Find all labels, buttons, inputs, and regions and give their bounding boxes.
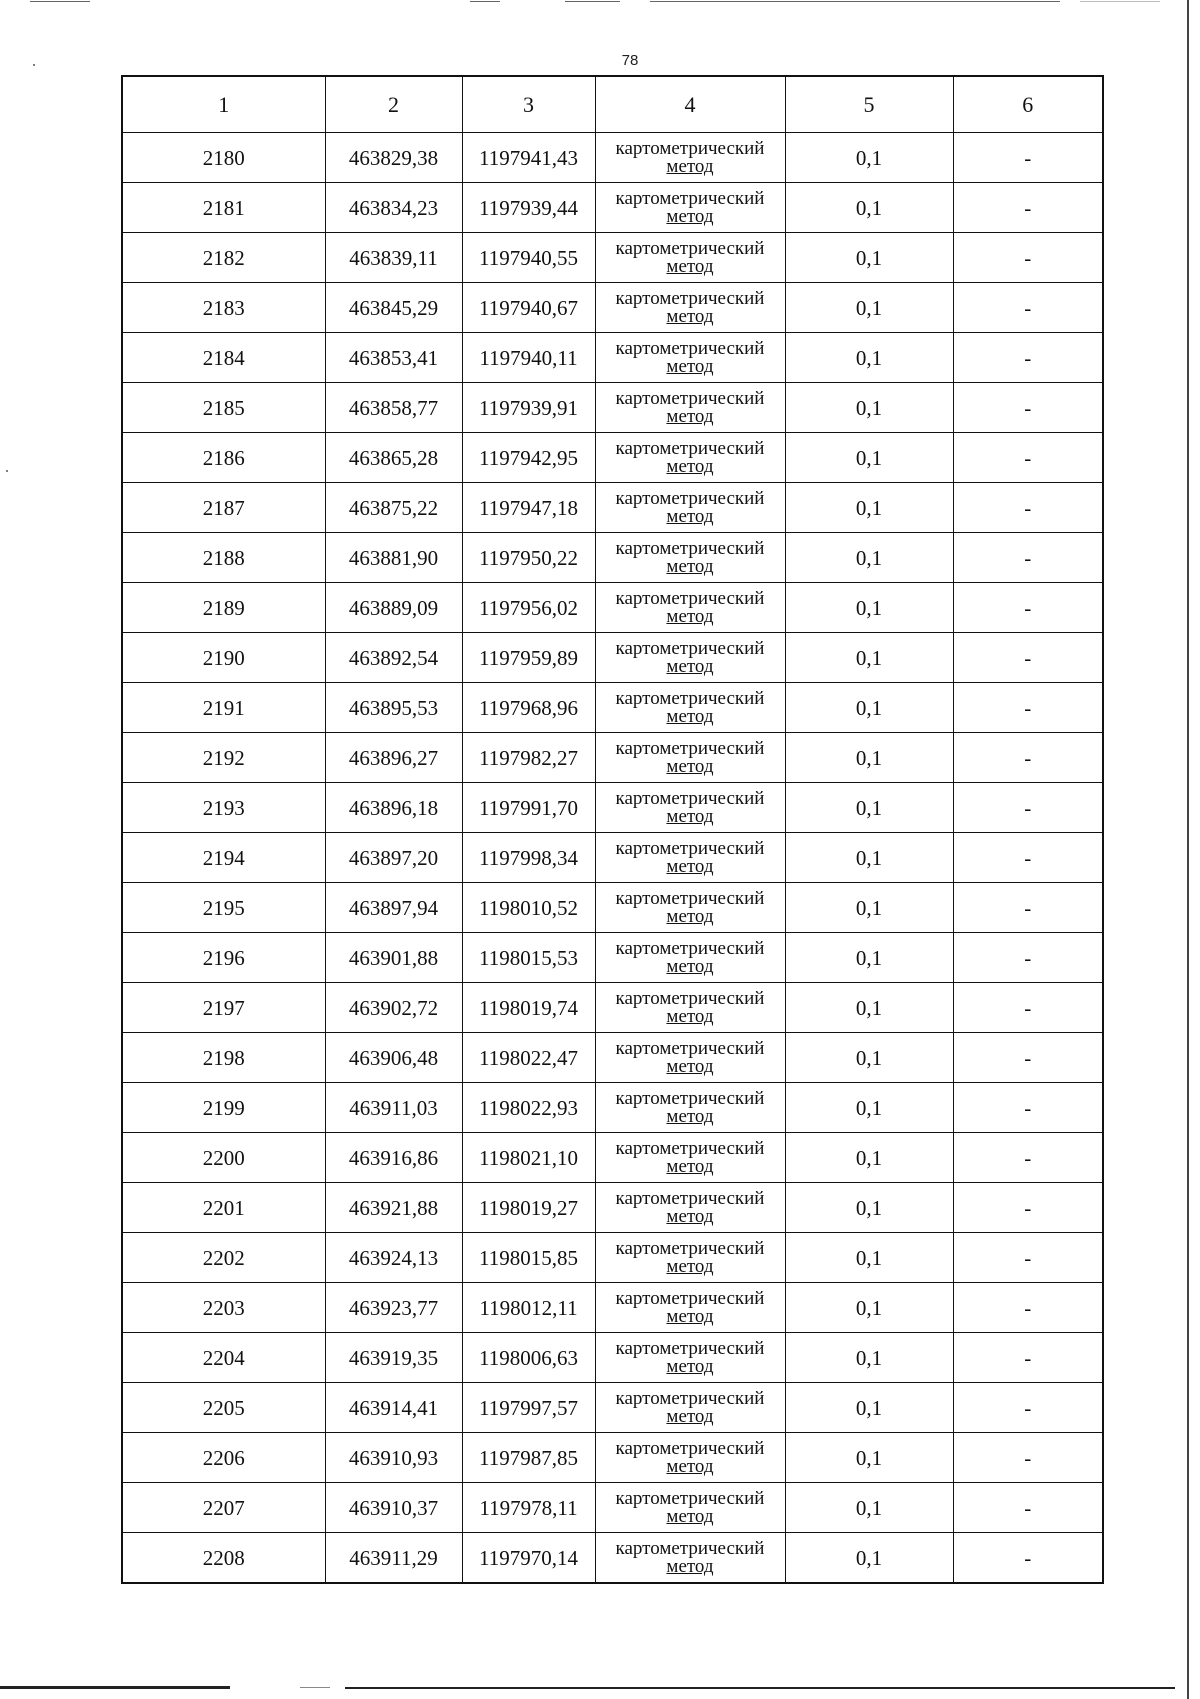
x-coordinate-cell: 463916,86 (325, 1133, 462, 1183)
method-cell (595, 833, 785, 883)
table-row (122, 433, 1103, 483)
x-coordinate-cell: 463865,28 (325, 433, 462, 483)
point-number-cell: 2180 (122, 133, 325, 183)
table-row (122, 683, 1103, 733)
description-cell: - (953, 983, 1103, 1033)
method-line-2: метод (666, 305, 714, 327)
method-line-1: картометрический (615, 387, 765, 409)
point-number-cell: 2202 (122, 1233, 325, 1283)
point-number-cell: 2186 (122, 433, 325, 483)
point-number-cell: 2190 (122, 633, 325, 683)
x-coordinate-cell: 463845,29 (325, 283, 462, 333)
method-cell (595, 983, 785, 1033)
method-line-1: картометрический (615, 1187, 765, 1209)
method-line-1: картометрический (615, 887, 765, 909)
method-line-2: метод (666, 455, 714, 477)
method-line-1: картометрический (615, 787, 765, 809)
method-line-1: картометрический (615, 437, 765, 459)
accuracy-cell: 0,1 (785, 1533, 953, 1584)
description-cell: - (953, 233, 1103, 283)
method-cell (595, 533, 785, 583)
point-number-cell: 2199 (122, 1083, 325, 1133)
accuracy-cell: 0,1 (785, 1383, 953, 1433)
y-coordinate-cell: 1198022,93 (462, 1083, 595, 1133)
method-line-2: метод (666, 1405, 714, 1427)
method-line-2: метод (666, 1255, 714, 1277)
x-coordinate-cell: 463923,77 (325, 1283, 462, 1333)
method-line-1: картометрический (615, 937, 765, 959)
accuracy-cell: 0,1 (785, 283, 953, 333)
point-number-cell: 2187 (122, 483, 325, 533)
description-cell: - (953, 1433, 1103, 1483)
x-coordinate-cell: 463924,13 (325, 1233, 462, 1283)
y-coordinate-cell: 1197950,22 (462, 533, 595, 583)
table-row (122, 133, 1103, 183)
description-cell: - (953, 583, 1103, 633)
table-row (122, 383, 1103, 433)
accuracy-cell: 0,1 (785, 133, 953, 183)
column-header: 1 (122, 76, 325, 133)
x-coordinate-cell: 463853,41 (325, 333, 462, 383)
point-number-cell: 2182 (122, 233, 325, 283)
method-line-1: картометрический (615, 1337, 765, 1359)
y-coordinate-cell: 1198006,63 (462, 1333, 595, 1383)
method-line-2: метод (666, 1205, 714, 1227)
method-line-1: картометрический (615, 1087, 765, 1109)
y-coordinate-cell: 1197940,11 (462, 333, 595, 383)
y-coordinate-cell: 1198019,27 (462, 1183, 595, 1233)
method-cell (595, 1033, 785, 1083)
y-coordinate-cell: 1197968,96 (462, 683, 595, 733)
accuracy-cell: 0,1 (785, 1283, 953, 1333)
method-line-2: метод (666, 1105, 714, 1127)
table-row (122, 233, 1103, 283)
method-line-1: картометрический (615, 1287, 765, 1309)
table-row (122, 1233, 1103, 1283)
method-line-2: метод (666, 1055, 714, 1077)
method-cell (595, 933, 785, 983)
point-number-cell: 2203 (122, 1283, 325, 1333)
accuracy-cell: 0,1 (785, 233, 953, 283)
description-cell: - (953, 733, 1103, 783)
accuracy-cell: 0,1 (785, 583, 953, 633)
y-coordinate-cell: 1198015,53 (462, 933, 595, 983)
point-number-cell: 2192 (122, 733, 325, 783)
method-line-1: картометрический (615, 337, 765, 359)
method-cell (595, 1183, 785, 1233)
method-cell (595, 1083, 785, 1133)
point-number-cell: 2193 (122, 783, 325, 833)
table-row (122, 883, 1103, 933)
accuracy-cell: 0,1 (785, 783, 953, 833)
table-row (122, 1133, 1103, 1183)
method-cell (595, 283, 785, 333)
method-line-2: метод (666, 755, 714, 777)
y-coordinate-cell: 1197997,57 (462, 1383, 595, 1433)
x-coordinate-cell: 463897,20 (325, 833, 462, 883)
point-number-cell: 2198 (122, 1033, 325, 1083)
method-line-1: картометрический (615, 1237, 765, 1259)
x-coordinate-cell: 463839,11 (325, 233, 462, 283)
method-cell (595, 883, 785, 933)
method-line-2: метод (666, 355, 714, 377)
method-line-2: метод (666, 605, 714, 627)
accuracy-cell: 0,1 (785, 1433, 953, 1483)
y-coordinate-cell: 1198015,85 (462, 1233, 595, 1283)
method-cell (595, 1533, 785, 1584)
method-line-1: картометрический (615, 187, 765, 209)
y-coordinate-cell: 1197970,14 (462, 1533, 595, 1584)
accuracy-cell: 0,1 (785, 733, 953, 783)
x-coordinate-cell: 463901,88 (325, 933, 462, 983)
x-coordinate-cell: 463858,77 (325, 383, 462, 433)
description-cell: - (953, 1283, 1103, 1333)
description-cell: - (953, 783, 1103, 833)
method-line-2: метод (666, 1355, 714, 1377)
x-coordinate-cell: 463911,03 (325, 1083, 462, 1133)
description-cell: - (953, 1083, 1103, 1133)
description-cell: - (953, 433, 1103, 483)
method-cell (595, 633, 785, 683)
accuracy-cell: 0,1 (785, 533, 953, 583)
y-coordinate-cell: 1198010,52 (462, 883, 595, 933)
y-coordinate-cell: 1197940,55 (462, 233, 595, 283)
table-row (122, 1083, 1103, 1133)
method-line-2: метод (666, 655, 714, 677)
x-coordinate-cell: 463881,90 (325, 533, 462, 583)
x-coordinate-cell: 463910,37 (325, 1483, 462, 1533)
method-line-1: картометрический (615, 537, 765, 559)
point-number-cell: 2197 (122, 983, 325, 1033)
table-row (122, 483, 1103, 533)
x-coordinate-cell: 463896,27 (325, 733, 462, 783)
table-row (122, 183, 1103, 233)
x-coordinate-cell: 463921,88 (325, 1183, 462, 1233)
point-number-cell: 2201 (122, 1183, 325, 1233)
x-coordinate-cell: 463911,29 (325, 1533, 462, 1584)
description-cell: - (953, 183, 1103, 233)
column-header: 6 (953, 76, 1103, 133)
method-cell (595, 333, 785, 383)
description-cell: - (953, 283, 1103, 333)
point-number-cell: 2200 (122, 1133, 325, 1183)
description-cell: - (953, 1183, 1103, 1233)
y-coordinate-cell: 1197987,85 (462, 1433, 595, 1483)
table-row (122, 733, 1103, 783)
description-cell: - (953, 1033, 1103, 1083)
method-cell (595, 133, 785, 183)
method-line-2: метод (666, 905, 714, 927)
x-coordinate-cell: 463896,18 (325, 783, 462, 833)
method-line-1: картометрический (615, 1537, 765, 1559)
point-number-cell: 2189 (122, 583, 325, 633)
y-coordinate-cell: 1197947,18 (462, 483, 595, 533)
method-cell (595, 233, 785, 283)
y-coordinate-cell: 1198012,11 (462, 1283, 595, 1333)
table-row (122, 583, 1103, 633)
method-cell (595, 433, 785, 483)
method-cell (595, 783, 785, 833)
method-line-2: метод (666, 805, 714, 827)
y-coordinate-cell: 1197978,11 (462, 1483, 595, 1533)
description-cell: - (953, 333, 1103, 383)
x-coordinate-cell: 463919,35 (325, 1333, 462, 1383)
x-coordinate-cell: 463889,09 (325, 583, 462, 633)
point-number-cell: 2207 (122, 1483, 325, 1533)
description-cell: - (953, 933, 1103, 983)
point-number-cell: 2205 (122, 1383, 325, 1433)
description-cell: - (953, 883, 1103, 933)
column-header: 2 (325, 76, 462, 133)
method-line-2: метод (666, 1155, 714, 1177)
method-line-2: метод (666, 955, 714, 977)
method-cell (595, 1233, 785, 1283)
y-coordinate-cell: 1197939,44 (462, 183, 595, 233)
x-coordinate-cell: 463834,23 (325, 183, 462, 233)
table-header-row (122, 76, 1103, 133)
method-line-2: метод (666, 1455, 714, 1477)
method-line-2: метод (666, 555, 714, 577)
method-cell (595, 1383, 785, 1433)
description-cell: - (953, 533, 1103, 583)
method-cell (595, 583, 785, 633)
table-row (122, 283, 1103, 333)
method-line-2: метод (666, 155, 714, 177)
method-line-1: картометрический (615, 737, 765, 759)
method-line-1: картометрический (615, 637, 765, 659)
method-cell (595, 483, 785, 533)
method-line-1: картометрический (615, 1137, 765, 1159)
y-coordinate-cell: 1197939,91 (462, 383, 595, 433)
method-line-2: метод (666, 1305, 714, 1327)
accuracy-cell: 0,1 (785, 1183, 953, 1233)
y-coordinate-cell: 1198021,10 (462, 1133, 595, 1183)
scan-top-edge (0, 0, 1200, 8)
method-line-2: метод (666, 855, 714, 877)
description-cell: - (953, 483, 1103, 533)
description-cell: - (953, 683, 1103, 733)
y-coordinate-cell: 1197956,02 (462, 583, 595, 633)
y-coordinate-cell: 1197991,70 (462, 783, 595, 833)
description-cell: - (953, 1483, 1103, 1533)
page-number: 78 (621, 52, 639, 69)
table-row (122, 1483, 1103, 1533)
description-cell: - (953, 833, 1103, 883)
x-coordinate-cell: 463897,94 (325, 883, 462, 933)
method-line-1: картометрический (615, 587, 765, 609)
x-coordinate-cell: 463875,22 (325, 483, 462, 533)
accuracy-cell: 0,1 (785, 683, 953, 733)
scan-bottom-edge (0, 1686, 1200, 1692)
point-number-cell: 2183 (122, 283, 325, 333)
accuracy-cell: 0,1 (785, 1333, 953, 1383)
x-coordinate-cell: 463829,38 (325, 133, 462, 183)
description-cell: - (953, 1333, 1103, 1383)
table-row (122, 1183, 1103, 1233)
y-coordinate-cell: 1197941,43 (462, 133, 595, 183)
table-row (122, 1533, 1103, 1584)
accuracy-cell: 0,1 (785, 1233, 953, 1283)
method-line-2: метод (666, 1505, 714, 1527)
accuracy-cell: 0,1 (785, 983, 953, 1033)
method-cell (595, 683, 785, 733)
method-line-2: метод (666, 255, 714, 277)
y-coordinate-cell: 1197942,95 (462, 433, 595, 483)
accuracy-cell: 0,1 (785, 433, 953, 483)
table-row (122, 1283, 1103, 1333)
method-line-1: картометрический (615, 1437, 765, 1459)
point-number-cell: 2191 (122, 683, 325, 733)
column-header: 4 (595, 76, 785, 133)
scan-speck (33, 64, 35, 66)
accuracy-cell: 0,1 (785, 1483, 953, 1533)
table-row (122, 1333, 1103, 1383)
y-coordinate-cell: 1197959,89 (462, 633, 595, 683)
method-cell (595, 1283, 785, 1333)
table-row (122, 533, 1103, 583)
table-row (122, 833, 1103, 883)
point-number-cell: 2185 (122, 383, 325, 433)
method-line-1: картометрический (615, 287, 765, 309)
method-cell (595, 1333, 785, 1383)
method-cell (595, 383, 785, 433)
method-line-2: метод (666, 405, 714, 427)
coordinates-table (121, 75, 1104, 1584)
y-coordinate-cell: 1197940,67 (462, 283, 595, 333)
table-row (122, 983, 1103, 1033)
method-cell (595, 733, 785, 783)
x-coordinate-cell: 463892,54 (325, 633, 462, 683)
scan-right-edge (1187, 0, 1189, 1699)
y-coordinate-cell: 1197982,27 (462, 733, 595, 783)
x-coordinate-cell: 463906,48 (325, 1033, 462, 1083)
method-line-2: метод (666, 505, 714, 527)
description-cell: - (953, 1233, 1103, 1283)
method-line-1: картометрический (615, 987, 765, 1009)
table-row (122, 633, 1103, 683)
scan-speck (6, 470, 8, 472)
point-number-cell: 2194 (122, 833, 325, 883)
method-line-1: картометрический (615, 837, 765, 859)
table-row (122, 333, 1103, 383)
accuracy-cell: 0,1 (785, 833, 953, 883)
method-cell (595, 183, 785, 233)
point-number-cell: 2188 (122, 533, 325, 583)
accuracy-cell: 0,1 (785, 333, 953, 383)
accuracy-cell: 0,1 (785, 1033, 953, 1083)
description-cell: - (953, 633, 1103, 683)
accuracy-cell: 0,1 (785, 1083, 953, 1133)
description-cell: - (953, 133, 1103, 183)
method-line-1: картометрический (615, 237, 765, 259)
point-number-cell: 2184 (122, 333, 325, 383)
table-row (122, 1033, 1103, 1083)
column-header: 3 (462, 76, 595, 133)
table-row (122, 1433, 1103, 1483)
method-line-2: метод (666, 705, 714, 727)
point-number-cell: 2181 (122, 183, 325, 233)
accuracy-cell: 0,1 (785, 1133, 953, 1183)
method-line-1: картометрический (615, 1487, 765, 1509)
table-row (122, 933, 1103, 983)
method-line-1: картометрический (615, 487, 765, 509)
method-line-1: картометрический (615, 1387, 765, 1409)
description-cell: - (953, 1533, 1103, 1584)
y-coordinate-cell: 1197998,34 (462, 833, 595, 883)
description-cell: - (953, 1383, 1103, 1433)
accuracy-cell: 0,1 (785, 383, 953, 433)
method-cell (595, 1483, 785, 1533)
method-line-2: метод (666, 1555, 714, 1577)
method-line-2: метод (666, 205, 714, 227)
method-line-1: картометрический (615, 1037, 765, 1059)
column-header: 5 (785, 76, 953, 133)
method-line-2: метод (666, 1005, 714, 1027)
description-cell: - (953, 383, 1103, 433)
y-coordinate-cell: 1198022,47 (462, 1033, 595, 1083)
accuracy-cell: 0,1 (785, 883, 953, 933)
description-cell: - (953, 1133, 1103, 1183)
point-number-cell: 2196 (122, 933, 325, 983)
x-coordinate-cell: 463910,93 (325, 1433, 462, 1483)
accuracy-cell: 0,1 (785, 483, 953, 533)
table-row (122, 783, 1103, 833)
method-cell (595, 1433, 785, 1483)
x-coordinate-cell: 463895,53 (325, 683, 462, 733)
method-line-1: картометрический (615, 687, 765, 709)
point-number-cell: 2195 (122, 883, 325, 933)
y-coordinate-cell: 1198019,74 (462, 983, 595, 1033)
table-body (122, 76, 1103, 1583)
point-number-cell: 2206 (122, 1433, 325, 1483)
x-coordinate-cell: 463914,41 (325, 1383, 462, 1433)
method-line-1: картометрический (615, 137, 765, 159)
table-row (122, 1383, 1103, 1433)
accuracy-cell: 0,1 (785, 933, 953, 983)
method-cell (595, 1133, 785, 1183)
x-coordinate-cell: 463902,72 (325, 983, 462, 1033)
accuracy-cell: 0,1 (785, 183, 953, 233)
accuracy-cell: 0,1 (785, 633, 953, 683)
point-number-cell: 2208 (122, 1533, 325, 1584)
point-number-cell: 2204 (122, 1333, 325, 1383)
